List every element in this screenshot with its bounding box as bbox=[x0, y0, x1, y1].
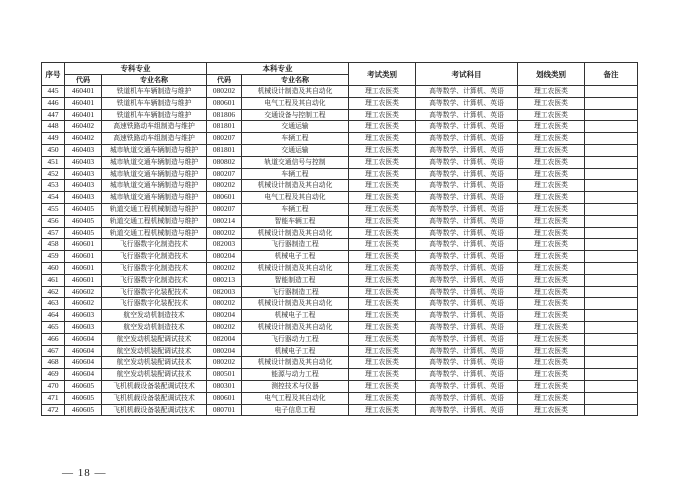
header-zhuanke: 专科专业 bbox=[65, 63, 207, 75]
cell-remark bbox=[585, 345, 638, 357]
cell-benke-code: 080301 bbox=[207, 380, 242, 392]
cell-benke-code: 080202 bbox=[207, 262, 242, 274]
cell-zhuanke-code: 460403 bbox=[65, 180, 102, 192]
cell-seq: 458 bbox=[42, 239, 65, 251]
header-seq: 序号 bbox=[42, 63, 65, 86]
cell-exam-subjects: 高等数学、计算机、英语 bbox=[416, 239, 518, 251]
cell-zhuanke-code: 460405 bbox=[65, 203, 102, 215]
cell-benke-code: 082003 bbox=[207, 239, 242, 251]
cell-benke-code: 080207 bbox=[207, 168, 242, 180]
cell-line-category: 理工农医类 bbox=[518, 121, 585, 133]
cell-zhuanke-code: 460601 bbox=[65, 251, 102, 263]
table-row bbox=[42, 333, 638, 345]
cell-line-category: 理工农医类 bbox=[518, 333, 585, 345]
cell-remark bbox=[585, 369, 638, 381]
cell-remark bbox=[585, 156, 638, 168]
cell-exam-category: 理工农医类 bbox=[349, 239, 416, 251]
cell-zhuanke-name: 轨道交通工程机械制造与维护 bbox=[102, 227, 207, 239]
cell-exam-subjects: 高等数学、计算机、英语 bbox=[416, 121, 518, 133]
table-row bbox=[42, 168, 638, 180]
header-exam-category: 考试类别 bbox=[349, 63, 416, 86]
cell-benke-code: 080202 bbox=[207, 86, 242, 98]
cell-zhuanke-name: 铁道机车车辆制造与维护 bbox=[102, 109, 207, 121]
cell-exam-subjects: 高等数学、计算机、英语 bbox=[416, 156, 518, 168]
cell-zhuanke-name: 城市轨道交通车辆制造与维护 bbox=[102, 144, 207, 156]
table-row bbox=[42, 321, 638, 333]
cell-exam-category: 理工农医类 bbox=[349, 369, 416, 381]
cell-zhuanke-name: 飞行器数字化制造技术 bbox=[102, 239, 207, 251]
cell-remark bbox=[585, 298, 638, 310]
cell-exam-subjects: 高等数学、计算机、英语 bbox=[416, 404, 518, 416]
cell-seq: 461 bbox=[42, 274, 65, 286]
cell-zhuanke-code: 460601 bbox=[65, 262, 102, 274]
cell-zhuanke-code: 460402 bbox=[65, 121, 102, 133]
cell-seq: 465 bbox=[42, 321, 65, 333]
cell-zhuanke-code: 460601 bbox=[65, 274, 102, 286]
cell-benke-code: 081806 bbox=[207, 109, 242, 121]
cell-benke-code: 080501 bbox=[207, 369, 242, 381]
cell-remark bbox=[585, 227, 638, 239]
cell-remark bbox=[585, 86, 638, 98]
cell-benke-name: 电气工程及其自动化 bbox=[242, 392, 349, 404]
cell-seq: 459 bbox=[42, 251, 65, 263]
cell-remark bbox=[585, 121, 638, 133]
cell-benke-name: 智能车辆工程 bbox=[242, 215, 349, 227]
cell-exam-category: 理工农医类 bbox=[349, 86, 416, 98]
header-line-category: 划线类别 bbox=[518, 63, 585, 86]
cell-line-category: 理工农医类 bbox=[518, 133, 585, 145]
cell-exam-subjects: 高等数学、计算机、英语 bbox=[416, 144, 518, 156]
cell-line-category: 理工农医类 bbox=[518, 380, 585, 392]
cell-exam-category: 理工农医类 bbox=[349, 227, 416, 239]
cell-exam-category: 理工农医类 bbox=[349, 192, 416, 204]
cell-benke-name: 飞行器制造工程 bbox=[242, 239, 349, 251]
cell-benke-name: 机械设计制造及其自动化 bbox=[242, 357, 349, 369]
cell-zhuanke-code: 460401 bbox=[65, 86, 102, 98]
cell-line-category: 理工农医类 bbox=[518, 357, 585, 369]
cell-seq: 446 bbox=[42, 97, 65, 109]
cell-remark bbox=[585, 192, 638, 204]
cell-exam-subjects: 高等数学、计算机、英语 bbox=[416, 274, 518, 286]
cell-seq: 447 bbox=[42, 109, 65, 121]
cell-line-category: 理工农医类 bbox=[518, 109, 585, 121]
cell-seq: 456 bbox=[42, 215, 65, 227]
cell-exam-category: 理工农医类 bbox=[349, 357, 416, 369]
cell-benke-code: 080204 bbox=[207, 251, 242, 263]
cell-exam-subjects: 高等数学、计算机、英语 bbox=[416, 380, 518, 392]
cell-seq: 462 bbox=[42, 286, 65, 298]
cell-zhuanke-name: 飞机机载设备装配调试技术 bbox=[102, 404, 207, 416]
table-row bbox=[42, 156, 638, 168]
cell-line-category: 理工农医类 bbox=[518, 227, 585, 239]
cell-seq: 454 bbox=[42, 192, 65, 204]
cell-benke-name: 能源与动力工程 bbox=[242, 369, 349, 381]
cell-exam-subjects: 高等数学、计算机、英语 bbox=[416, 286, 518, 298]
table-row bbox=[42, 357, 638, 369]
cell-zhuanke-name: 航空发动机装配调试技术 bbox=[102, 357, 207, 369]
cell-line-category: 理工农医类 bbox=[518, 97, 585, 109]
table-row bbox=[42, 251, 638, 263]
page-number: — 18 — bbox=[62, 467, 107, 479]
cell-exam-subjects: 高等数学、计算机、英语 bbox=[416, 357, 518, 369]
header-bk-name: 专业名称 bbox=[242, 75, 349, 86]
cell-zhuanke-code: 460604 bbox=[65, 345, 102, 357]
cell-benke-name: 交通设备与控制工程 bbox=[242, 109, 349, 121]
cell-remark bbox=[585, 333, 638, 345]
cell-benke-code: 080701 bbox=[207, 404, 242, 416]
cell-line-category: 理工农医类 bbox=[518, 369, 585, 381]
cell-remark bbox=[585, 133, 638, 145]
cell-zhuanke-name: 航空发动机装配调试技术 bbox=[102, 369, 207, 381]
cell-benke-name: 交通运输 bbox=[242, 144, 349, 156]
cell-exam-category: 理工农医类 bbox=[349, 133, 416, 145]
cell-zhuanke-code: 460604 bbox=[65, 333, 102, 345]
cell-benke-code: 080202 bbox=[207, 298, 242, 310]
cell-exam-category: 理工农医类 bbox=[349, 262, 416, 274]
cell-benke-name: 智能制造工程 bbox=[242, 274, 349, 286]
cell-remark bbox=[585, 109, 638, 121]
cell-exam-subjects: 高等数学、计算机、英语 bbox=[416, 203, 518, 215]
cell-line-category: 理工农医类 bbox=[518, 404, 585, 416]
cell-remark bbox=[585, 180, 638, 192]
cell-zhuanke-code: 460605 bbox=[65, 404, 102, 416]
cell-line-category: 理工农医类 bbox=[518, 203, 585, 215]
cell-seq: 469 bbox=[42, 369, 65, 381]
cell-exam-category: 理工农医类 bbox=[349, 168, 416, 180]
cell-line-category: 理工农医类 bbox=[518, 86, 585, 98]
table-row bbox=[42, 239, 638, 251]
cell-benke-name: 轨道交通信号与控制 bbox=[242, 156, 349, 168]
table-row bbox=[42, 380, 638, 392]
cell-exam-subjects: 高等数学、计算机、英语 bbox=[416, 251, 518, 263]
cell-line-category: 理工农医类 bbox=[518, 156, 585, 168]
cell-exam-subjects: 高等数学、计算机、英语 bbox=[416, 97, 518, 109]
cell-benke-code: 081801 bbox=[207, 144, 242, 156]
cell-benke-code: 080601 bbox=[207, 192, 242, 204]
cell-benke-code: 080207 bbox=[207, 203, 242, 215]
cell-line-category: 理工农医类 bbox=[518, 392, 585, 404]
cell-benke-name: 车辆工程 bbox=[242, 168, 349, 180]
cell-exam-subjects: 高等数学、计算机、英语 bbox=[416, 180, 518, 192]
cell-remark bbox=[585, 215, 638, 227]
table-body bbox=[42, 86, 638, 416]
cell-exam-subjects: 高等数学、计算机、英语 bbox=[416, 86, 518, 98]
cell-zhuanke-name: 城市轨道交通车辆制造与维护 bbox=[102, 180, 207, 192]
cell-benke-name: 电气工程及其自动化 bbox=[242, 97, 349, 109]
table-row bbox=[42, 144, 638, 156]
table-row bbox=[42, 97, 638, 109]
cell-exam-subjects: 高等数学、计算机、英语 bbox=[416, 227, 518, 239]
cell-exam-category: 理工农医类 bbox=[349, 321, 416, 333]
cell-zhuanke-code: 460602 bbox=[65, 286, 102, 298]
cell-benke-name: 测控技术与仪器 bbox=[242, 380, 349, 392]
cell-benke-name: 机械设计制造及其自动化 bbox=[242, 321, 349, 333]
cell-zhuanke-name: 轨道交通工程机械制造与维护 bbox=[102, 203, 207, 215]
cell-exam-subjects: 高等数学、计算机、英语 bbox=[416, 345, 518, 357]
cell-remark bbox=[585, 357, 638, 369]
cell-exam-subjects: 高等数学、计算机、英语 bbox=[416, 109, 518, 121]
cell-benke-name: 飞行器动力工程 bbox=[242, 333, 349, 345]
cell-benke-code: 080204 bbox=[207, 345, 242, 357]
cell-remark bbox=[585, 97, 638, 109]
cell-benke-name: 机械设计制造及其自动化 bbox=[242, 180, 349, 192]
cell-exam-subjects: 高等数学、计算机、英语 bbox=[416, 333, 518, 345]
cell-remark bbox=[585, 392, 638, 404]
cell-benke-name: 机械设计制造及其自动化 bbox=[242, 86, 349, 98]
cell-zhuanke-code: 460603 bbox=[65, 321, 102, 333]
table-row bbox=[42, 345, 638, 357]
cell-line-category: 理工农医类 bbox=[518, 286, 585, 298]
table-row bbox=[42, 286, 638, 298]
table-row bbox=[42, 109, 638, 121]
cell-zhuanke-code: 460405 bbox=[65, 227, 102, 239]
table-row bbox=[42, 121, 638, 133]
header-bk-code: 代码 bbox=[207, 75, 242, 86]
cell-seq: 471 bbox=[42, 392, 65, 404]
cell-exam-subjects: 高等数学、计算机、英语 bbox=[416, 215, 518, 227]
cell-exam-category: 理工农医类 bbox=[349, 180, 416, 192]
cell-benke-name: 电气工程及其自动化 bbox=[242, 192, 349, 204]
cell-zhuanke-name: 高速铁路动车组制造与维护 bbox=[102, 121, 207, 133]
cell-benke-code: 080802 bbox=[207, 156, 242, 168]
cell-exam-category: 理工农医类 bbox=[349, 156, 416, 168]
cell-seq: 468 bbox=[42, 357, 65, 369]
cell-seq: 460 bbox=[42, 262, 65, 274]
cell-benke-code: 082004 bbox=[207, 333, 242, 345]
header-zk-code: 代码 bbox=[65, 75, 102, 86]
table-row bbox=[42, 192, 638, 204]
cell-line-category: 理工农医类 bbox=[518, 215, 585, 227]
cell-exam-category: 理工农医类 bbox=[349, 286, 416, 298]
cell-seq: 445 bbox=[42, 86, 65, 98]
cell-benke-name: 机械设计制造及其自动化 bbox=[242, 227, 349, 239]
cell-benke-name: 机械电子工程 bbox=[242, 310, 349, 322]
cell-zhuanke-name: 飞行器数字化装配技术 bbox=[102, 286, 207, 298]
cell-remark bbox=[585, 274, 638, 286]
table-row bbox=[42, 180, 638, 192]
cell-benke-name: 飞行器制造工程 bbox=[242, 286, 349, 298]
cell-exam-category: 理工农医类 bbox=[349, 274, 416, 286]
cell-zhuanke-name: 铁道机车车辆制造与维护 bbox=[102, 97, 207, 109]
cell-zhuanke-code: 460403 bbox=[65, 168, 102, 180]
cell-benke-name: 机械设计制造及其自动化 bbox=[242, 262, 349, 274]
cell-zhuanke-name: 城市轨道交通车辆制造与维护 bbox=[102, 168, 207, 180]
cell-remark bbox=[585, 239, 638, 251]
cell-line-category: 理工农医类 bbox=[518, 274, 585, 286]
cell-line-category: 理工农医类 bbox=[518, 310, 585, 322]
cell-remark bbox=[585, 251, 638, 263]
table-row bbox=[42, 404, 638, 416]
cell-line-category: 理工农医类 bbox=[518, 144, 585, 156]
cell-exam-category: 理工农医类 bbox=[349, 345, 416, 357]
cell-exam-subjects: 高等数学、计算机、英语 bbox=[416, 321, 518, 333]
table-row bbox=[42, 310, 638, 322]
cell-seq: 448 bbox=[42, 121, 65, 133]
cell-exam-category: 理工农医类 bbox=[349, 392, 416, 404]
cell-seq: 449 bbox=[42, 133, 65, 145]
cell-zhuanke-code: 460401 bbox=[65, 109, 102, 121]
table-row bbox=[42, 298, 638, 310]
cell-exam-subjects: 高等数学、计算机、英语 bbox=[416, 298, 518, 310]
cell-zhuanke-code: 460603 bbox=[65, 310, 102, 322]
table-row bbox=[42, 227, 638, 239]
cell-zhuanke-code: 460403 bbox=[65, 156, 102, 168]
cell-seq: 451 bbox=[42, 156, 65, 168]
cell-remark bbox=[585, 144, 638, 156]
cell-zhuanke-code: 460604 bbox=[65, 357, 102, 369]
cell-benke-name: 车辆工程 bbox=[242, 203, 349, 215]
table-row bbox=[42, 262, 638, 274]
cell-zhuanke-code: 460401 bbox=[65, 97, 102, 109]
cell-zhuanke-code: 460403 bbox=[65, 192, 102, 204]
cell-benke-code: 080202 bbox=[207, 227, 242, 239]
cell-zhuanke-code: 460405 bbox=[65, 215, 102, 227]
cell-benke-code: 080207 bbox=[207, 133, 242, 145]
cell-zhuanke-name: 城市轨道交通车辆制造与维护 bbox=[102, 192, 207, 204]
cell-zhuanke-name: 高速铁路动车组制造与维护 bbox=[102, 133, 207, 145]
cell-zhuanke-name: 飞机机载设备装配调试技术 bbox=[102, 380, 207, 392]
cell-zhuanke-code: 460403 bbox=[65, 144, 102, 156]
cell-exam-category: 理工农医类 bbox=[349, 97, 416, 109]
cell-zhuanke-code: 460604 bbox=[65, 369, 102, 381]
cell-benke-code: 080601 bbox=[207, 392, 242, 404]
cell-remark bbox=[585, 262, 638, 274]
cell-remark bbox=[585, 380, 638, 392]
header-exam-subjects: 考试科目 bbox=[416, 63, 518, 86]
cell-zhuanke-code: 460605 bbox=[65, 392, 102, 404]
table-row bbox=[42, 392, 638, 404]
cell-benke-name: 交通运输 bbox=[242, 121, 349, 133]
cell-line-category: 理工农医类 bbox=[518, 262, 585, 274]
cell-zhuanke-name: 轨道交通工程机械制造与维护 bbox=[102, 215, 207, 227]
cell-seq: 467 bbox=[42, 345, 65, 357]
cell-benke-code: 081801 bbox=[207, 121, 242, 133]
cell-zhuanke-name: 飞行器数字化制造技术 bbox=[102, 251, 207, 263]
table-row bbox=[42, 369, 638, 381]
cell-benke-name: 车辆工程 bbox=[242, 133, 349, 145]
cell-zhuanke-name: 飞行器数字化制造技术 bbox=[102, 262, 207, 274]
cell-exam-category: 理工农医类 bbox=[349, 310, 416, 322]
cell-remark bbox=[585, 310, 638, 322]
cell-benke-code: 080202 bbox=[207, 180, 242, 192]
cell-zhuanke-name: 航空发动机制造技术 bbox=[102, 321, 207, 333]
cell-zhuanke-code: 460601 bbox=[65, 239, 102, 251]
cell-seq: 457 bbox=[42, 227, 65, 239]
cell-remark bbox=[585, 404, 638, 416]
cell-remark bbox=[585, 286, 638, 298]
cell-seq: 466 bbox=[42, 333, 65, 345]
cell-zhuanke-code: 460605 bbox=[65, 380, 102, 392]
cell-line-category: 理工农医类 bbox=[518, 298, 585, 310]
table-row bbox=[42, 215, 638, 227]
cell-seq: 472 bbox=[42, 404, 65, 416]
cell-zhuanke-name: 飞行器数字化装配技术 bbox=[102, 298, 207, 310]
cell-benke-code: 080601 bbox=[207, 97, 242, 109]
cell-benke-name: 机械电子工程 bbox=[242, 345, 349, 357]
cell-benke-code: 082003 bbox=[207, 286, 242, 298]
cell-exam-category: 理工农医类 bbox=[349, 215, 416, 227]
cell-benke-code: 080214 bbox=[207, 215, 242, 227]
cell-zhuanke-name: 航空发动机装配调试技术 bbox=[102, 345, 207, 357]
cell-exam-category: 理工农医类 bbox=[349, 333, 416, 345]
header-remark: 备注 bbox=[585, 63, 638, 86]
cell-seq: 470 bbox=[42, 380, 65, 392]
cell-exam-subjects: 高等数学、计算机、英语 bbox=[416, 310, 518, 322]
cell-line-category: 理工农医类 bbox=[518, 180, 585, 192]
table-row bbox=[42, 274, 638, 286]
cell-exam-subjects: 高等数学、计算机、英语 bbox=[416, 133, 518, 145]
cell-remark bbox=[585, 203, 638, 215]
header-benke: 本科专业 bbox=[207, 63, 349, 75]
cell-zhuanke-name: 飞行器数字化制造技术 bbox=[102, 274, 207, 286]
cell-zhuanke-name: 城市轨道交通车辆制造与维护 bbox=[102, 156, 207, 168]
cell-zhuanke-name: 飞机机载设备装配调试技术 bbox=[102, 392, 207, 404]
cell-exam-category: 理工农医类 bbox=[349, 144, 416, 156]
cell-exam-category: 理工农医类 bbox=[349, 251, 416, 263]
cell-exam-category: 理工农医类 bbox=[349, 109, 416, 121]
cell-benke-name: 电子信息工程 bbox=[242, 404, 349, 416]
cell-benke-code: 080202 bbox=[207, 357, 242, 369]
header-row-1 bbox=[42, 63, 638, 75]
cell-line-category: 理工农医类 bbox=[518, 239, 585, 251]
cell-zhuanke-name: 航空发动机装配调试技术 bbox=[102, 333, 207, 345]
cell-remark bbox=[585, 321, 638, 333]
cell-zhuanke-code: 460402 bbox=[65, 133, 102, 145]
cell-remark bbox=[585, 168, 638, 180]
admissions-table bbox=[41, 62, 638, 416]
cell-seq: 453 bbox=[42, 180, 65, 192]
table-row bbox=[42, 133, 638, 145]
cell-seq: 455 bbox=[42, 203, 65, 215]
cell-seq: 450 bbox=[42, 144, 65, 156]
cell-seq: 464 bbox=[42, 310, 65, 322]
cell-seq: 452 bbox=[42, 168, 65, 180]
cell-exam-category: 理工农医类 bbox=[349, 203, 416, 215]
cell-exam-category: 理工农医类 bbox=[349, 380, 416, 392]
cell-line-category: 理工农医类 bbox=[518, 192, 585, 204]
cell-exam-subjects: 高等数学、计算机、英语 bbox=[416, 168, 518, 180]
table-row bbox=[42, 86, 638, 98]
cell-zhuanke-code: 460602 bbox=[65, 298, 102, 310]
cell-line-category: 理工农医类 bbox=[518, 321, 585, 333]
cell-seq: 463 bbox=[42, 298, 65, 310]
cell-benke-name: 机械电子工程 bbox=[242, 251, 349, 263]
cell-line-category: 理工农医类 bbox=[518, 168, 585, 180]
cell-benke-code: 080202 bbox=[207, 321, 242, 333]
cell-benke-code: 080213 bbox=[207, 274, 242, 286]
cell-line-category: 理工农医类 bbox=[518, 251, 585, 263]
cell-exam-subjects: 高等数学、计算机、英语 bbox=[416, 392, 518, 404]
cell-zhuanke-name: 航空发动机制造技术 bbox=[102, 310, 207, 322]
header-zk-name: 专业名称 bbox=[102, 75, 207, 86]
cell-zhuanke-name: 铁道机车车辆制造与维护 bbox=[102, 86, 207, 98]
cell-exam-subjects: 高等数学、计算机、英语 bbox=[416, 369, 518, 381]
cell-exam-subjects: 高等数学、计算机、英语 bbox=[416, 192, 518, 204]
cell-exam-category: 理工农医类 bbox=[349, 404, 416, 416]
cell-benke-name: 机械设计制造及其自动化 bbox=[242, 298, 349, 310]
table-row bbox=[42, 203, 638, 215]
cell-exam-category: 理工农医类 bbox=[349, 121, 416, 133]
cell-line-category: 理工农医类 bbox=[518, 345, 585, 357]
cell-exam-subjects: 高等数学、计算机、英语 bbox=[416, 262, 518, 274]
cell-benke-code: 080204 bbox=[207, 310, 242, 322]
cell-exam-category: 理工农医类 bbox=[349, 298, 416, 310]
